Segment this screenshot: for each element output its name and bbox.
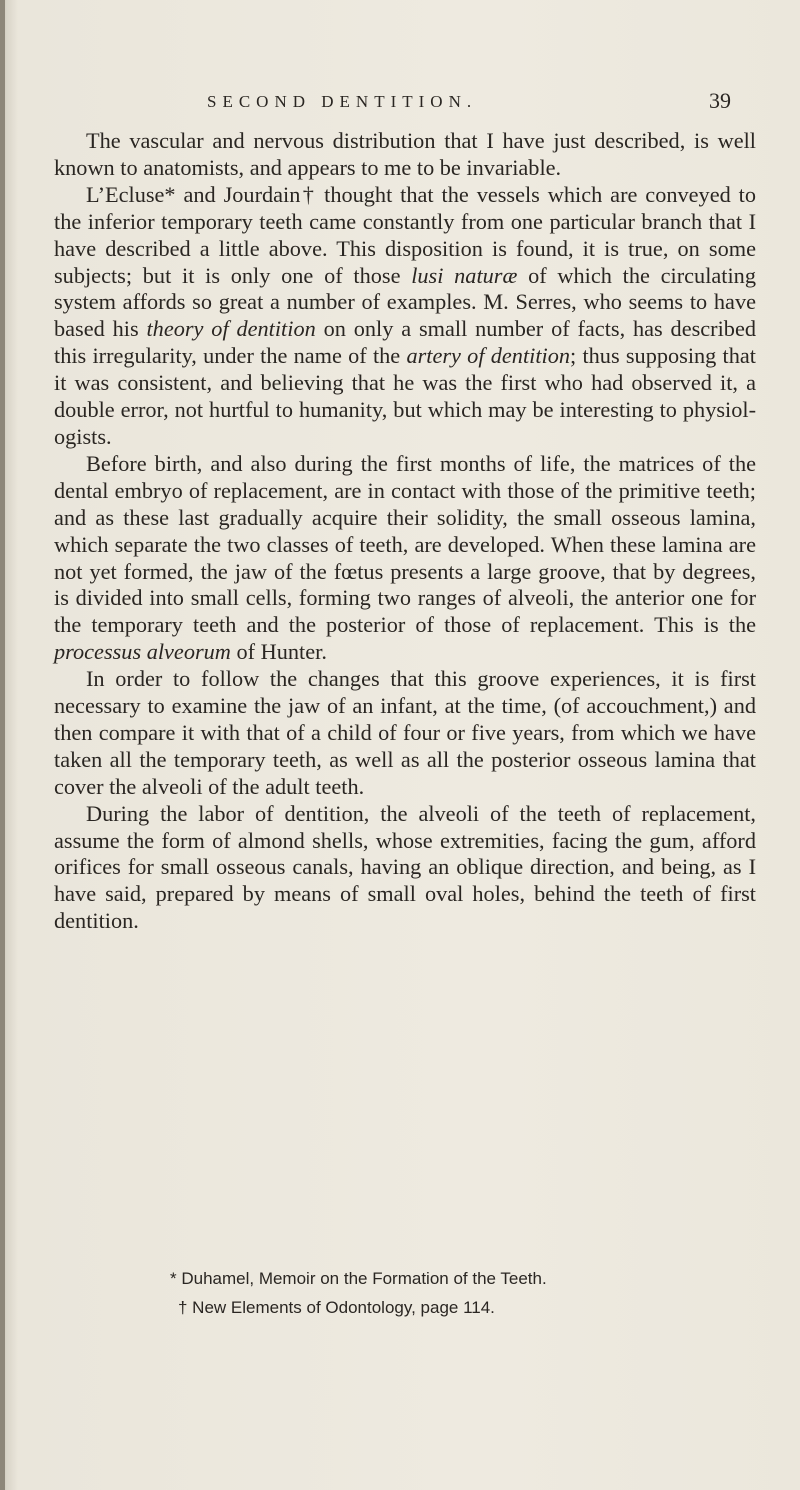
page-number: 39 [709, 88, 731, 113]
paragraph [54, 182, 756, 451]
text-run: of which the circulating system affords so great a number of examples. M. Serres, who seems to have based his [54, 262, 756, 342]
italic-phrase: theory of dentition [146, 316, 316, 342]
page-header [0, 88, 800, 118]
body-text [54, 128, 756, 935]
paragraph [54, 451, 756, 666]
italic-phrase: processus alveorum [54, 639, 231, 665]
text-run: ; thus supposing that it was consistent, and believing that he was the first who had observed it, a double error, not hurtful to humanity, but which may be interesting to physiologists. [54, 343, 756, 449]
text-run: on only a small number of facts, has described this irregularity, under the name of the [54, 316, 756, 369]
paragraph [54, 666, 756, 801]
italic-phrase: artery of dentition [406, 343, 571, 369]
text-run: In order to follow the changes that this groove experiences, it is first necessary to examine the jaw of an infant, at the time, (of accouchment,) and then compare it with that of a child of four or five years, from which we have taken all the temporary teeth, as well as all the posterior osseous lamina that cover the alveoli of the adult teeth. [54, 666, 756, 799]
text-run: During the labor of dentition, the alveoli of the teeth of replacement, assume the form of almond shells, whose extremities, facing the gum, afford orifices for small osseous canals, having an oblique direction, and being, as I have said, prepared by means of small oval holes, behind the teeth of first dentition. [54, 800, 756, 934]
running-title: SECOND DENTITION. [207, 92, 478, 111]
text-run: Before birth, and also during the first months of life, the matrices of the dental embryo of replacement, are in contact with those of the primitive teeth; and as these last gradually acquire their solidity, the small osseous lamina, which separate the two classes of teeth, are developed. When these lamina are not yet formed, the jaw of the fœtus presents a large groove, that by degrees, is divided into small cells, forming two ranges of alveoli, the anterior one for the temporary teeth and the posterior of those of replacement. This is the [54, 450, 756, 638]
book-spine-edge [0, 0, 5, 1490]
footnote-duhamel: * Duhamel, Memoir on the Formation of the Teeth. [170, 1269, 547, 1288]
text-run: of Hunter. [230, 639, 327, 665]
paragraph [54, 128, 756, 182]
footnotes [170, 1264, 770, 1322]
footnote-new-elements: † New Elements of Odontology, page 114. [178, 1298, 495, 1317]
italic-phrase: lusi naturæ [411, 262, 518, 288]
text-run: L’Ecluse* and Jourdain† thought that the vessels which are conveyed to the inferior temporary teeth came constantly from one particular branch that I have described a little above. This disposition is found, it is true, on some subjects; but it is only one of those [54, 181, 756, 288]
paragraph [54, 801, 756, 936]
text-run: The vascular and nervous distribution that I have just described, is well known to anatomists, and appears to me to be invariable. [54, 128, 756, 180]
